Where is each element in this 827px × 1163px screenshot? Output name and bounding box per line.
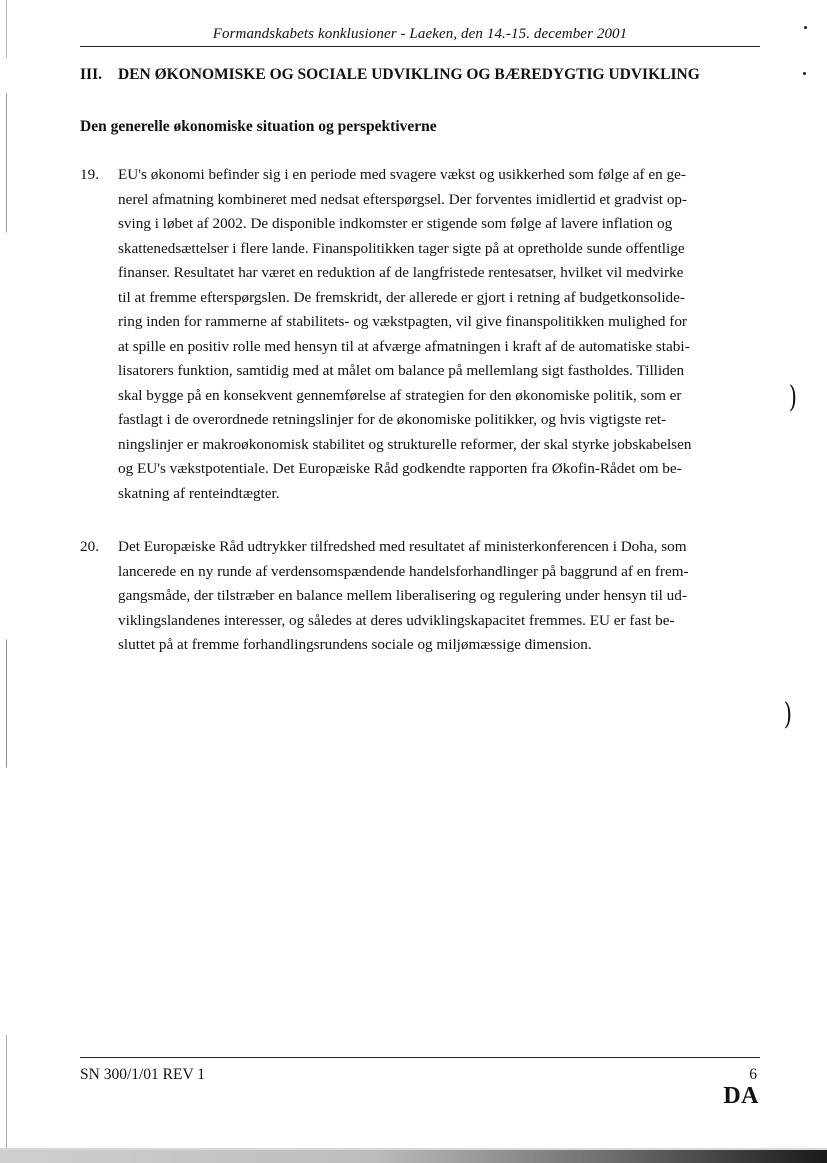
paragraph-20 [80,535,760,658]
subheading: Den generelle økonomiske situation og perspektiverne [80,118,437,135]
running-header: Formandskabets konklusioner - Laeken, den 14.-15. december 2001 [212,26,628,42]
paragraph-line: til at fremme efterspørgslen. De fremskridt, der allerede er gjort i retning af budgetkonsolide- [118,288,685,306]
paragraph-19 [80,163,760,506]
paragraph-line: at spille en positiv rolle med hensyn til at afværge afmatningen i kraft af de automatiske stabi- [118,337,690,355]
paragraph-line: lisatorers funktion, samtidig med at målet om balance på mellemlang sigt fastholdes. Tilliden [118,362,685,379]
paragraph-line: ring inden for rammerne af stabilitets- og vækstpagten, vil give finanspolitikken mulighed for [118,313,687,330]
paragraph-line: og EU's vækstpotentiale. Det Europæiske Råd godkendte rapporten fra Økofin-Rådet om be- [118,460,682,477]
paragraph-number: 20. [80,538,99,555]
scan-speck [803,72,806,75]
section-title: DEN ØKONOMISKE OG SOCIALE UDVIKLING OG BÆREDYGTIG UDVIKLING [118,66,700,83]
paragraph-line: skal bygge på en konsekvent gennemførelse af strategien for den økonomiske politik, som er [118,386,682,404]
paragraph-line: skattenedsættelser i flere lande. Finanspolitikken tager sigte på at opretholde sunde offentlige [118,239,685,257]
document-reference: SN 300/1/01 REV 1 [80,1066,206,1083]
page-number: 6 [749,1066,757,1083]
margin-bracket-mark: ) [788,380,797,415]
margin-bracket-mark: ) [783,697,792,732]
section-heading [80,66,770,84]
paragraph-line: nerel afmatning kombineret med nedsat efterspørgsel. Der forventes imidlertid et gradvist op- [118,190,688,208]
language-code: DA [723,1083,759,1109]
header-rule [80,46,760,47]
paragraph-line: finanser. Resultatet har været en reduktion af de langfristede rentesatser, hvilket vil medvirke [118,264,684,281]
paragraph-line: Det Europæiske Råd udtrykker tilfredshed med resultatet af ministerkonferencen i Doha, som [118,538,687,555]
paragraph-line: skatning af renteindtægter. [118,484,280,502]
paragraph-line: ningslinjer er makroøkonomisk stabilitet og strukturelle reformer, der skal styrke jobskabelsen [118,435,692,453]
section-number: III. [80,66,102,83]
paragraph-line: sving i løbet af 2002. De disponible indkomster er stigende som følge af lavere inflation og [118,215,673,232]
paragraph-line: gangsmåde, der tilstræber en balance mellem liberalisering og regulering under hensyn til ud- [118,587,687,604]
paragraph-line: viklingslandenes interesser, og således at deres udviklingskapacitet fremmes. EU er fast be- [118,611,675,629]
paragraph-line: lancerede en ny runde af verdensomspændende handelsforhandlinger på baggrund af en frem- [118,562,689,580]
paragraph-line: EU's økonomi befinder sig i en periode med svagere vækst og usikkerhed som følge af en ge- [118,166,686,183]
scan-speck [804,26,807,29]
scan-left-edge [6,0,7,1163]
paragraph-line: sluttet på at fremme forhandlingsrundens sociale og miljømæssige dimension. [118,636,592,653]
scan-bottom-strip [0,1150,827,1163]
paragraph-number: 19. [80,166,99,183]
paragraph-line: fastlagt i de overordnede retningslinjer for de økonomiske politikker, og hvis vigtigste ret- [118,411,667,428]
footer-rule [80,1057,760,1058]
